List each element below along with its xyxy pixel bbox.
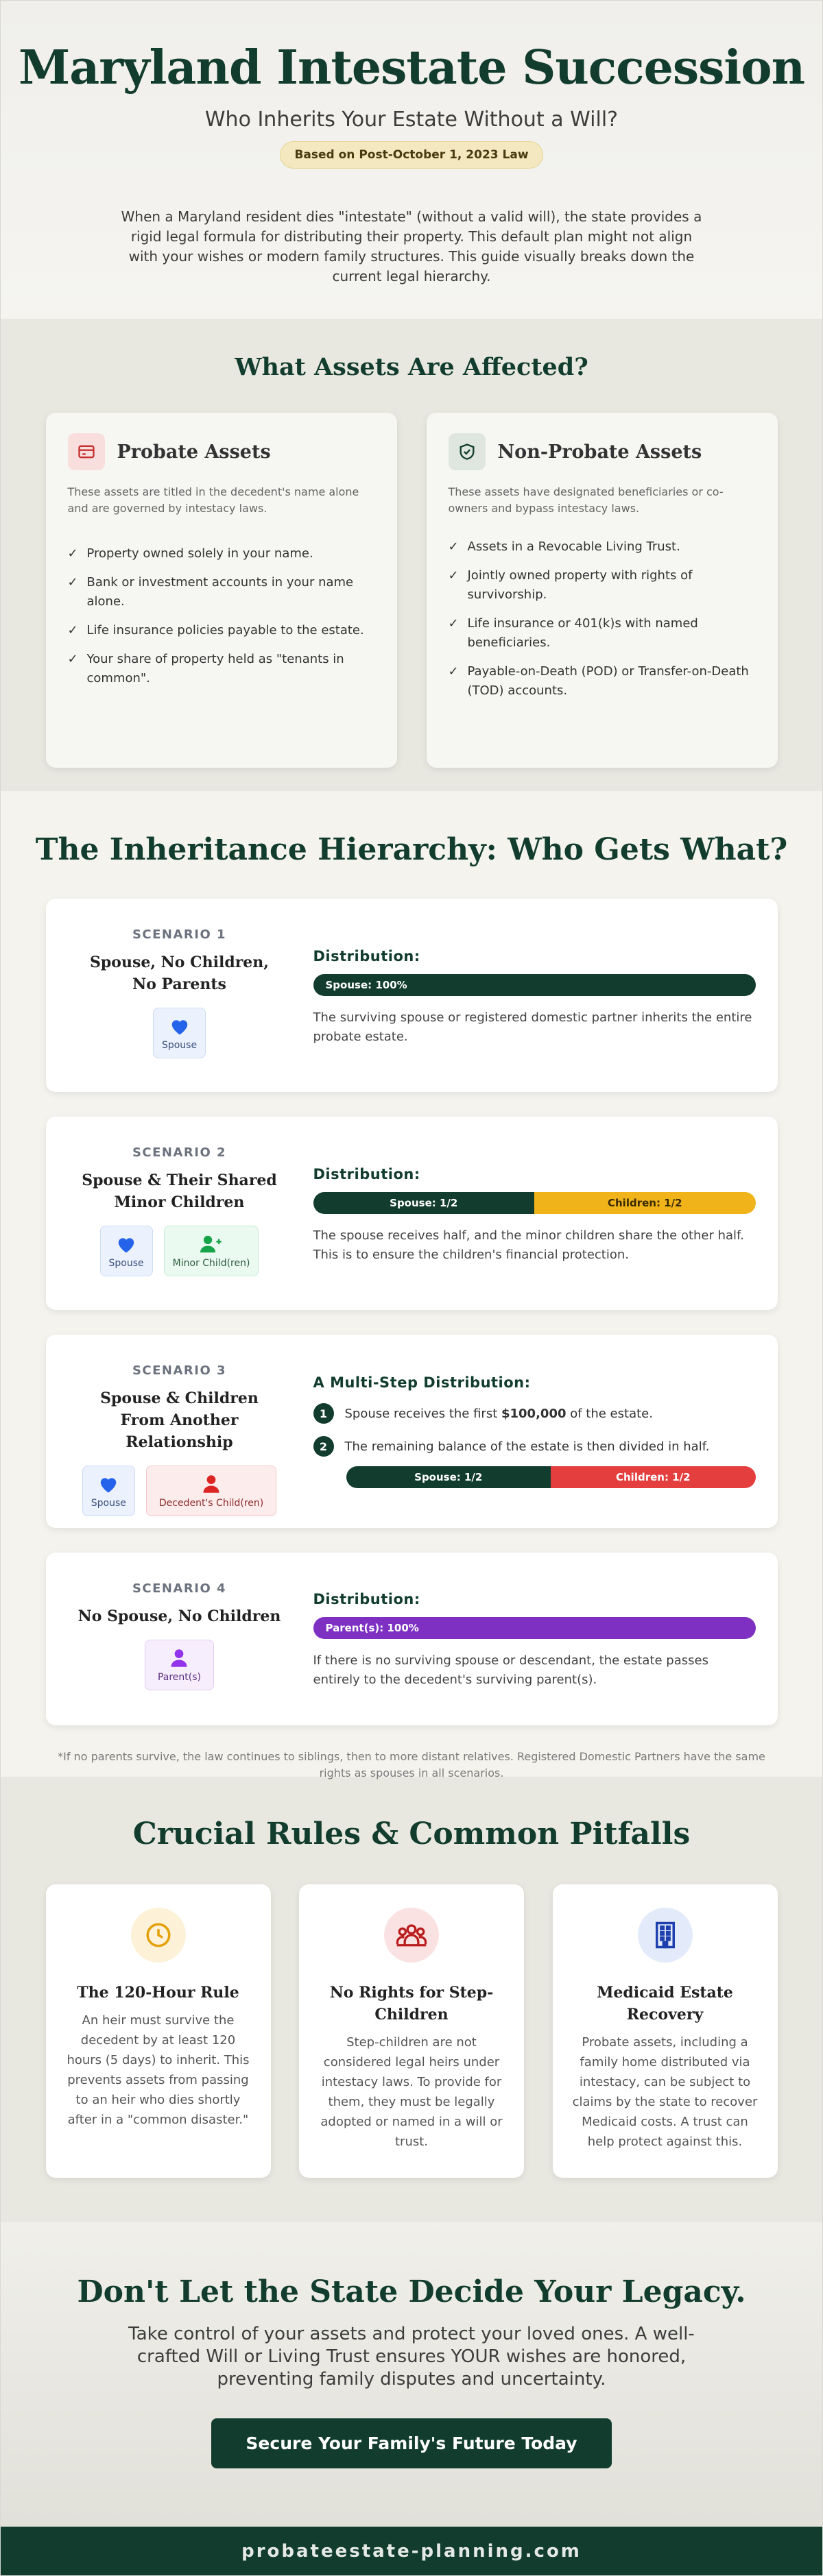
rule-card-120-hour (46, 1884, 271, 2178)
nonprobate-list (449, 537, 756, 701)
heir-chips (46, 1640, 313, 1690)
scenario-2-card (46, 1117, 778, 1310)
person-icon (202, 1474, 221, 1494)
check-icon: ✓ (448, 664, 459, 679)
group-icon (384, 1908, 439, 1963)
rules-title: Crucial Rules & Common Pitfalls (132, 1816, 691, 1851)
spouse-chip: Spouse (153, 1008, 206, 1058)
site-footer: probateestate-planning.com (1, 2527, 822, 2576)
bar-segment-parents: Parent(s): 100% (313, 1617, 756, 1639)
rule-title: Medicaid Estate Recovery (597, 1984, 733, 2024)
list-item: ✓ Assets in a Revocable Living Trust. (449, 537, 756, 557)
scenario-2-distribution (313, 1117, 778, 1310)
cta-section (1, 2222, 822, 2527)
rule-card-medicaid (553, 1884, 778, 2178)
scenario-label: SCENARIO 1 (132, 927, 227, 942)
check-icon: ✓ (448, 616, 459, 631)
check-icon: ✓ (67, 546, 78, 561)
scenario-label: SCENARIO 3 (132, 1363, 227, 1378)
scenario-1-info (46, 899, 313, 1092)
parents-chip: Parent(s) (145, 1640, 214, 1690)
asset-cards (46, 413, 778, 768)
rule-title: The 120-Hour Rule (77, 1984, 239, 2002)
probate-header (68, 433, 375, 470)
scenario-title: No Spouse, No Children (77, 1607, 281, 1625)
hero-section (1, 1, 822, 319)
distribution-label: Distribution: (313, 948, 420, 964)
scenario-2-info (46, 1117, 313, 1310)
scenario-label: SCENARIO 4 (132, 1581, 227, 1596)
distribution-bar (313, 1617, 756, 1639)
heart-icon (116, 1235, 136, 1254)
step-2: 2 The remaining balance of the estate is then divided in half. (313, 1436, 756, 1457)
distribution-desc: If there is no surviving spouse or descendant, the estate passes entirely to the decedent's surviving parent(s). (313, 1653, 708, 1687)
bar-segment-spouse: Spouse: 1/2 (313, 1192, 535, 1214)
list-item: ✓ Life insurance policies payable to the estate. (68, 621, 375, 640)
distribution-bar (313, 1192, 756, 1214)
list-item: ✓ Property owned solely in your name. (68, 544, 375, 563)
scenario-4-card (46, 1553, 778, 1725)
law-badge: Based on Post-October 1, 2023 Law (280, 141, 542, 169)
cta-title: Don't Let the State Decide Your Legacy. (77, 2274, 746, 2309)
bar-segment-spouse: Spouse: 1/2 (346, 1466, 551, 1488)
children-chip: Minor Child(ren) (164, 1226, 259, 1276)
bar-segment-spouse: Spouse: 100% (313, 974, 756, 996)
check-icon: ✓ (67, 652, 78, 666)
probate-desc: These assets are titled in the decedent's name alone and are governed by intestacy laws. (67, 485, 359, 515)
check-icon: ✓ (67, 623, 78, 637)
shield-check-icon (449, 433, 486, 470)
spouse-chip: Spouse (100, 1226, 153, 1276)
heir-chips (46, 1008, 313, 1058)
hierarchy-section (1, 791, 822, 1777)
scenario-4-info (46, 1553, 313, 1725)
list-item: ✓ Jointly owned property with rights of survivorship. (449, 566, 756, 605)
rule-text: An heir must survive the decedent by at least 120 hours (5 days) to inherit. This prevents assets from passing to an heir who dies shortly after in a "common disaster." (67, 2013, 250, 2127)
check-icon: ✓ (448, 568, 459, 583)
nonprobate-title: Non-Probate Assets (497, 441, 702, 463)
distribution-label: A Multi-Step Distribution: (313, 1374, 531, 1391)
step-number: 1 (313, 1403, 334, 1424)
nonprobate-desc: These assets have designated beneficiaries or co-owners and bypass intestacy laws. (448, 485, 724, 515)
heir-chips (46, 1226, 313, 1276)
building-icon (638, 1908, 693, 1963)
scenario-1-card (46, 899, 778, 1092)
distribution-label: Distribution: (313, 1591, 420, 1607)
heart-icon (169, 1017, 190, 1036)
heart-icon (98, 1474, 119, 1494)
scenario-3-distribution (313, 1335, 778, 1528)
wallet-icon (68, 433, 105, 470)
list-item: ✓ Bank or investment accounts in your name alone. (68, 573, 375, 611)
distribution-bar (313, 974, 756, 996)
scenario-title: Spouse, No Children, No Parents (90, 953, 269, 993)
scenario-4-distribution (313, 1553, 778, 1725)
assets-title: What Assets Are Affected? (235, 353, 588, 381)
person-icon (169, 1649, 189, 1668)
step-1: 1 Spouse receives the first $100,000 of the estate. (313, 1403, 756, 1424)
rule-text: Step-children are not considered legal heirs under intestacy laws. To provide for them, they must be legally adopted or named in a will or trust. (320, 2035, 503, 2149)
scenario-1-distribution (313, 899, 778, 1092)
hierarchy-title: The Inheritance Hierarchy: Who Gets What? (35, 832, 788, 867)
nonprobate-header (449, 433, 756, 470)
rules-section (1, 1777, 822, 2222)
list-item: ✓ Payable-on-Death (POD) or Transfer-on-Death (TOD) accounts. (449, 662, 756, 701)
hero-intro: When a Maryland resident dies "intestate" (without a valid will), the state provides a rigid legal formula for distributing their property. This default plan might not align with your wishes or modern family structures. This guide visually breaks down the current legal hierarchy. (121, 208, 702, 284)
probate-card (46, 413, 397, 768)
rule-cards (46, 1884, 778, 2178)
children-chip: Decedent's Child(ren) (146, 1466, 276, 1516)
distribution-desc: The surviving spouse or registered domestic partner inherits the entire probate estate. (313, 1010, 752, 1044)
assets-section (1, 319, 822, 791)
nonprobate-card (427, 413, 778, 768)
add-person-icon (200, 1235, 222, 1254)
probate-list (68, 544, 375, 688)
scenario-3-card (46, 1335, 778, 1528)
check-icon: ✓ (67, 575, 78, 590)
list-item: ✓ Life insurance or 401(k)s with named beneficiaries. (449, 614, 756, 653)
step-number: 2 (313, 1436, 334, 1457)
secure-future-button[interactable]: Secure Your Family's Future Today (211, 2418, 611, 2468)
spouse-chip: Spouse (82, 1466, 135, 1516)
page-title: Maryland Intestate Succession (18, 40, 805, 95)
heir-chips (46, 1466, 313, 1516)
page-subtitle: Who Inherits Your Estate Without a Will? (204, 108, 619, 132)
list-item: ✓ Your share of property held as "tenants in common". (68, 650, 375, 688)
scenario-title: Spouse & Their Shared Minor Children (82, 1171, 277, 1211)
distribution-bar (346, 1466, 756, 1488)
bar-segment-children: Children: 1/2 (551, 1466, 756, 1488)
scenario-3-info (46, 1335, 313, 1528)
probate-title: Probate Assets (117, 441, 271, 463)
bar-segment-children: Children: 1/2 (534, 1192, 756, 1214)
scenario-title: Spouse & Children From Another Relationship (100, 1389, 259, 1451)
rule-text: Probate assets, including a family home distributed via intestacy, can be subject to claims by the state to recover Medicaid costs. A trust can help protect against this. (572, 2035, 758, 2149)
cta-text: Take control of your assets and protect your loved ones. A well-crafted Will or Living Trust ensures YOUR wishes are honored, preventing family disputes and uncertainty. (128, 2324, 695, 2390)
rule-card-step-children (299, 1884, 524, 2178)
hierarchy-footnote: *If no parents survive, the law continues to siblings, then to more distant relatives. Registered Domestic Partners have the same rights as spouses in all scenarios. (58, 1750, 765, 1779)
scenario-label: SCENARIO 2 (132, 1145, 227, 1160)
clock-icon (131, 1908, 186, 1963)
distribution-label: Distribution: (313, 1166, 420, 1182)
distribution-desc: The spouse receives half, and the minor children share the other half. This is to ensure the children's financial protection. (313, 1228, 744, 1262)
check-icon: ✓ (448, 539, 459, 554)
rule-title: No Rights for Step-Children (329, 1984, 494, 2024)
